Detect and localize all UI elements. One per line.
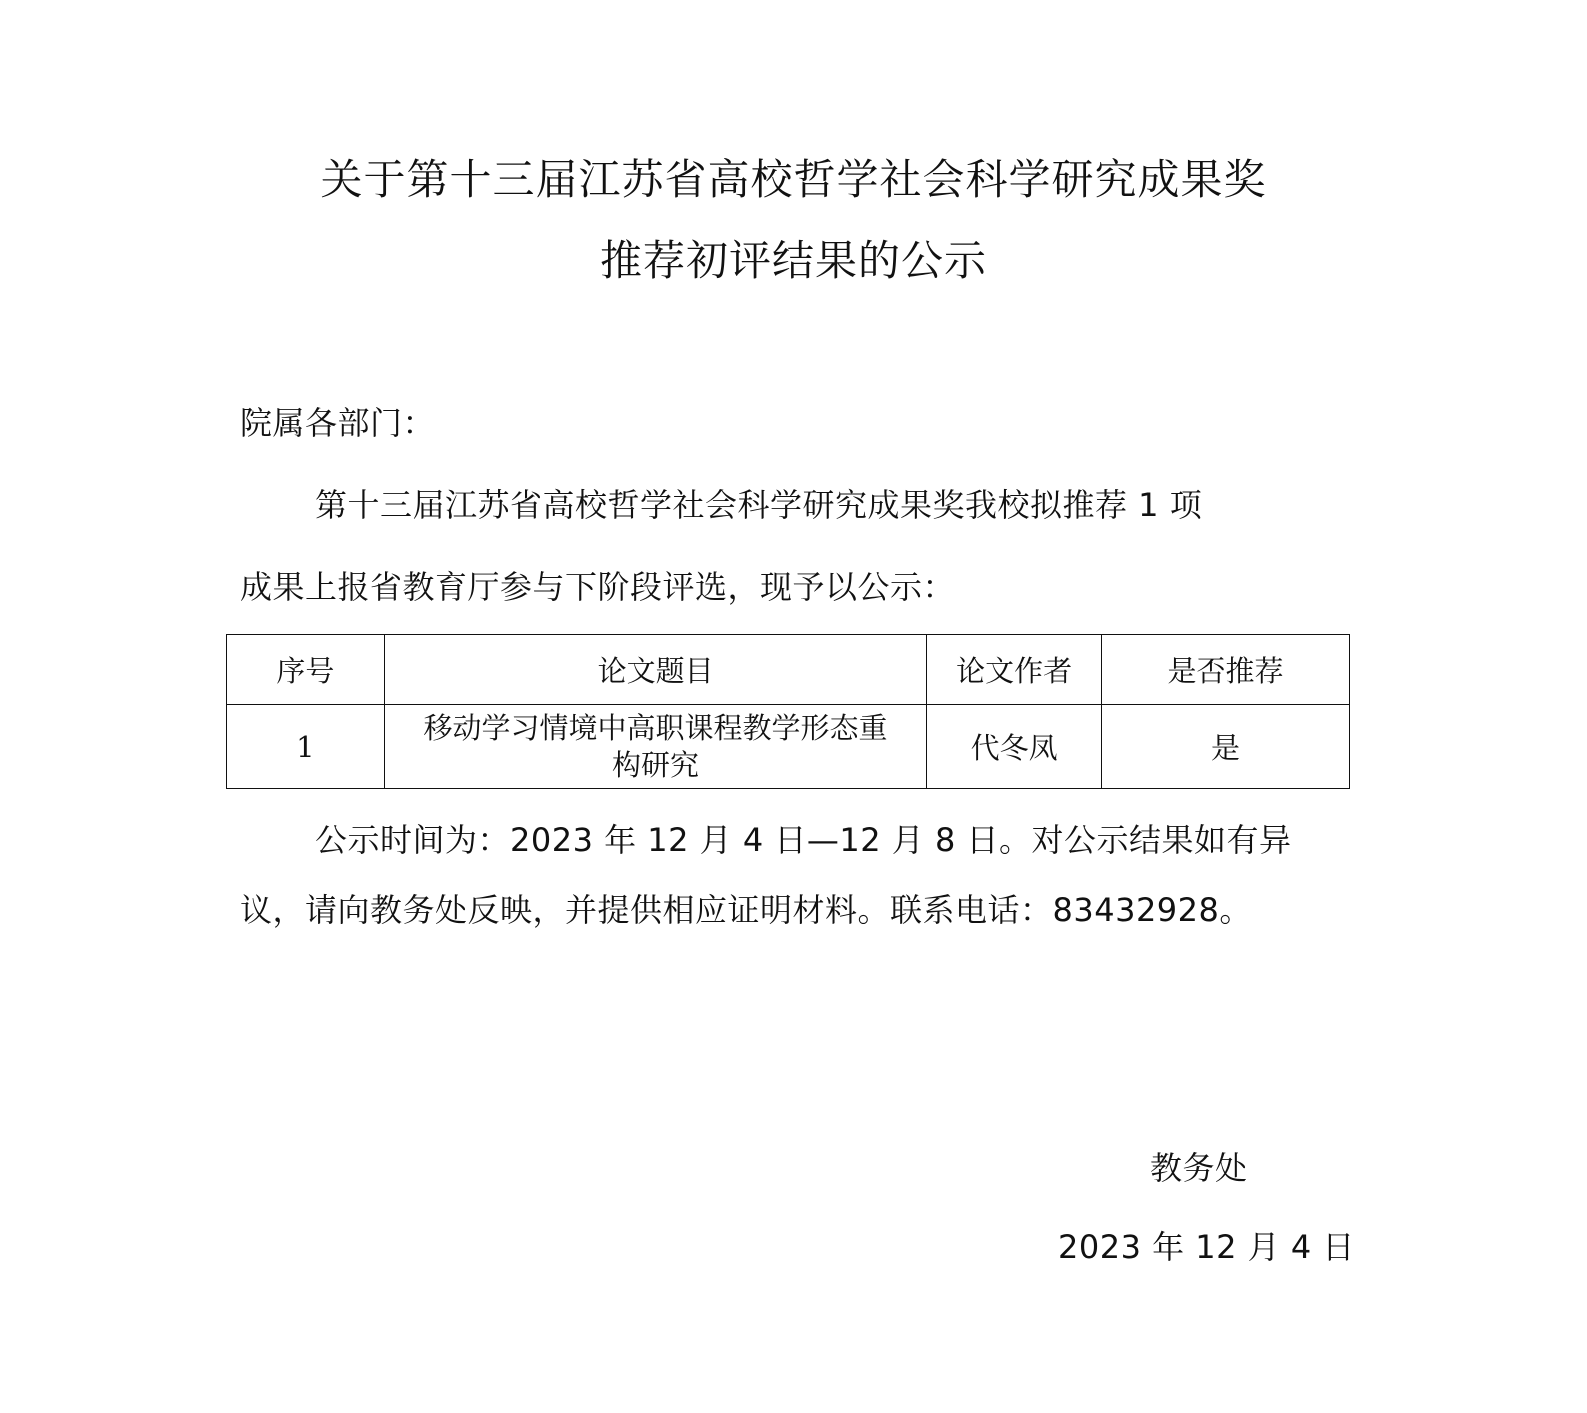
table-header-row — [227, 635, 1350, 705]
paragraph1-line1: 第十三届江苏省高校哲学社会科学研究成果奖我校拟推荐 1 项 — [315, 486, 1203, 524]
header-paper-author: 论文作者 — [927, 635, 1102, 705]
cell-paper-title — [384, 705, 927, 789]
paragraph2-line2: 议，请向教务处反映，并提供相应证明材料。联系电话：83432928。 — [240, 891, 1252, 929]
cell-recommended: 是 — [1101, 705, 1349, 789]
table-row — [227, 705, 1350, 789]
cell-serial-number: 1 — [227, 705, 385, 789]
header-serial-number: 序号 — [227, 635, 385, 705]
paper-title-text: 移动学习情境中高职课程教学形态重构研究 — [423, 710, 888, 782]
results-table — [226, 634, 1350, 789]
signature-office: 教务处 — [1150, 1149, 1248, 1187]
document-title-line1: 关于第十三届江苏省高校哲学社会科学研究成果奖 — [320, 155, 1267, 204]
salutation: 院属各部门： — [240, 404, 436, 442]
header-recommended: 是否推荐 — [1101, 635, 1349, 705]
paragraph2-line1: 公示时间为：2023 年 12 月 4 日—12 月 8 日。对公示结果如有异 — [315, 821, 1292, 859]
signature-date: 2023 年 12 月 4 日 — [1058, 1228, 1355, 1266]
cell-paper-author: 代冬凤 — [927, 705, 1102, 789]
paragraph1-line2: 成果上报省教育厅参与下阶段评选，现予以公示： — [240, 568, 956, 606]
header-paper-title: 论文题目 — [384, 635, 927, 705]
document-title-line2: 推荐初评结果的公示 — [599, 236, 987, 285]
